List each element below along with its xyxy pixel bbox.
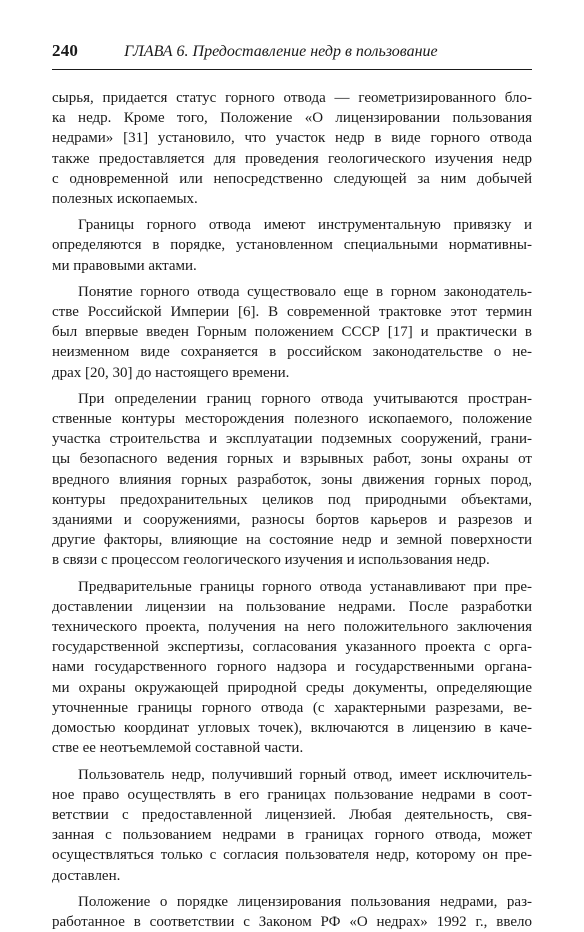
text-line: контуры предохранительных целиков под природными объектами, bbox=[52, 491, 532, 508]
paragraph bbox=[52, 215, 532, 276]
text-line: Пользователь недр, получивший горный отвод, имеет исключитель- bbox=[78, 766, 532, 783]
text-line: Понятие горного отвода существовало еще в горном законодатель- bbox=[78, 283, 532, 300]
text-line: ка недр. Кроме того, Положение «О лицензировании пользования bbox=[52, 110, 532, 127]
header-rule bbox=[52, 69, 532, 70]
page-number: 240 bbox=[52, 41, 79, 60]
text-line: Положение о порядке лицензирования пользования недрами, раз- bbox=[78, 893, 532, 910]
text-line: доставлен. bbox=[52, 867, 121, 884]
text-line: был впервые введен Горным положением СССР [17] и практически в bbox=[52, 324, 532, 341]
text-line: определяются в порядке, установленном специальными нормативны- bbox=[52, 237, 532, 254]
text-line: Границы горного отвода имеют инструментальную привязку и bbox=[78, 217, 532, 234]
text-line: участка строительства и эксплуатации подземных сооружений, грани- bbox=[52, 431, 532, 448]
text-line: также предоставляется для проведения геологического изучения недр bbox=[52, 150, 532, 167]
body-text bbox=[52, 88, 532, 932]
paragraph bbox=[52, 765, 532, 886]
paragraph bbox=[52, 389, 532, 571]
chapter-title: ГЛАВА 6. Предоставление недр в пользование bbox=[124, 43, 438, 60]
text-line: полезных ископаемых. bbox=[52, 191, 198, 208]
text-line: При определении границ горного отвода учитываются простран- bbox=[78, 390, 532, 407]
text-line: с одновременной или непосредственно следующей за ним добычей bbox=[52, 170, 532, 187]
text-line: ми охраны окружающей природной среды документы, определяющие bbox=[52, 679, 532, 696]
text-line: государственной экспертизы, согласования указанного проекта с орга- bbox=[52, 639, 532, 656]
text-line: стве ее неотъемлемой составной части. bbox=[52, 740, 304, 757]
text-line: сырья, придается статус горного отвода — геометризированного бло- bbox=[52, 90, 532, 106]
text-line: вредного влияния горных разработок, зоны движения горных пород, bbox=[52, 471, 532, 488]
text-line: неизменном виде сохраняется в российском законодательстве о не- bbox=[52, 344, 532, 361]
text-line: ми правовыми актами. bbox=[52, 257, 197, 274]
text-line: работанное в соответствии с Законом РФ «О недрах» 1992 г., ввело bbox=[52, 913, 532, 930]
paragraph bbox=[52, 892, 532, 932]
text-line: цы безопасного ведения горных и взрывных работ, зоны охраны от bbox=[52, 451, 532, 468]
text-line: драх [20, 30] до настоящего времени. bbox=[52, 364, 290, 381]
paragraph bbox=[52, 577, 532, 759]
text-line: в связи с процессом геологического изучения и использования недр. bbox=[52, 552, 490, 569]
text-line: другие факторы, влияющие на состояние недр и земной поверхности bbox=[52, 532, 532, 549]
text-line: доставлении лицензии на пользование недрами. После разработки bbox=[52, 598, 532, 615]
text-line: занная с пользованием недрами в границах горного отвода, может bbox=[52, 827, 532, 844]
text-line: технического проекта, получения на него положительного заключения bbox=[52, 619, 532, 636]
text-line: стве Российской Империи [6]. В современной трактовке этот термин bbox=[52, 304, 532, 321]
text-line: ное право осуществлять в его границах пользование недрами в соот- bbox=[52, 786, 532, 803]
paragraph bbox=[52, 88, 532, 209]
text-line: зданиями и сооружениями, разносы бортов карьеров и разрезов и bbox=[52, 512, 532, 529]
text-line: ственные контуры месторождения полезного ископаемого, положение bbox=[52, 411, 532, 428]
running-head bbox=[52, 41, 532, 65]
text-line: уточненные границы горного отвода (с характерными разрезами, ве- bbox=[52, 699, 532, 716]
text-line: Предварительные границы горного отвода устанавливают при пре- bbox=[78, 578, 532, 595]
text-line: осуществляться только с согласия пользователя недр, которому он пре- bbox=[52, 847, 532, 864]
text-line: недрами» [31] установило, что участок недр в виде горного отвода bbox=[52, 130, 532, 147]
text-line: ветствии с предоставленной лицензией. Любая деятельность, свя- bbox=[52, 806, 532, 823]
text-line: домостью координат угловых точек), включаются в лицензию в каче- bbox=[52, 720, 532, 737]
paragraph bbox=[52, 282, 532, 383]
text-line: нами государственного горного надзора и государственными органа- bbox=[52, 659, 532, 676]
